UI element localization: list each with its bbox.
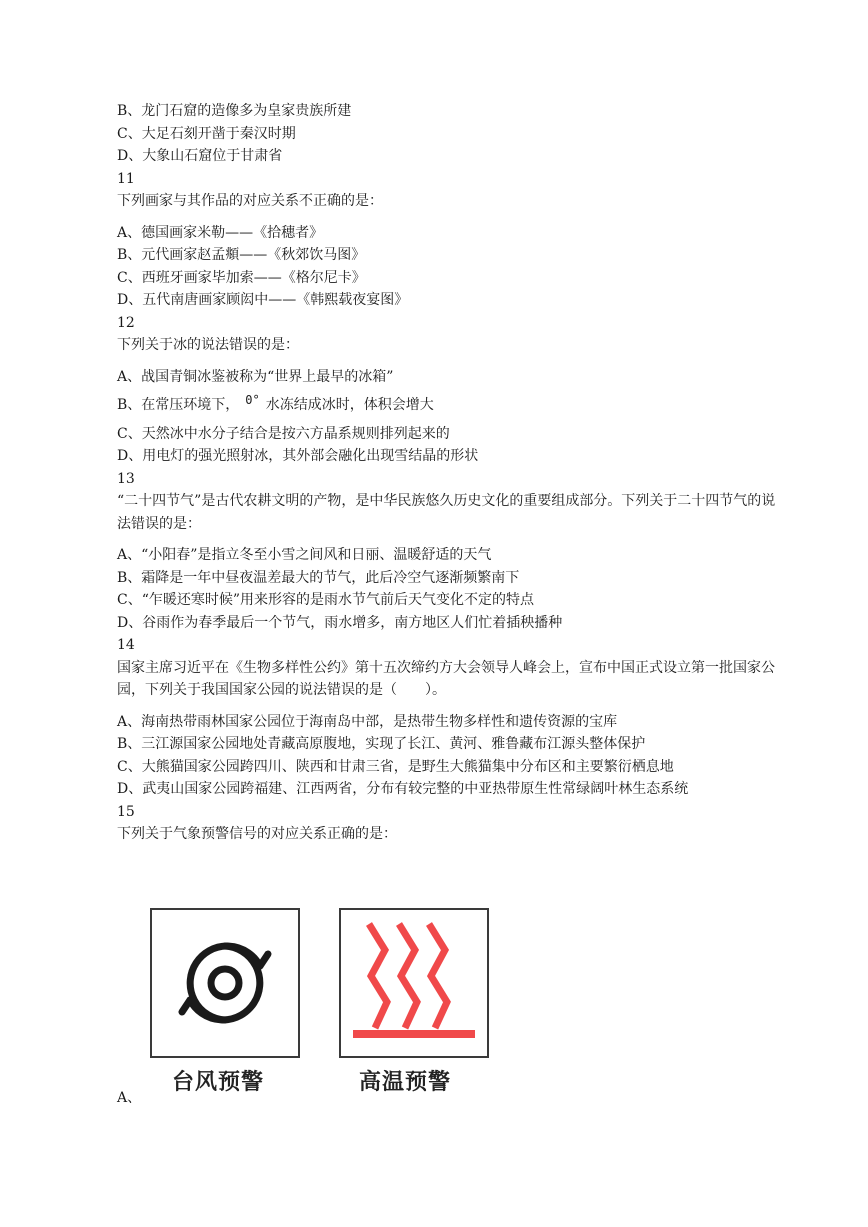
text-line: 11 xyxy=(117,170,135,187)
spacer xyxy=(117,213,777,222)
text-block-after xyxy=(117,423,777,846)
formula-image xyxy=(239,393,265,407)
spacer xyxy=(117,357,777,366)
heat-warning-label: 高温预警 xyxy=(359,1070,452,1095)
text-line: C、天然冰中水分子结合是按六方晶系规则排列起来的 xyxy=(117,425,450,442)
q12-option-b xyxy=(117,394,777,417)
q15-option-a-label: A、 xyxy=(117,1090,142,1106)
text-line: C、“乍暖还寒时候”用来形容的是雨水节气前后天气变化不定的特点 xyxy=(117,592,535,608)
text-line: 13 xyxy=(117,470,135,487)
text-line: B、霜降是一年中昼夜温差最大的节气，此后冷空气逐渐频繁南下 xyxy=(117,569,520,586)
typhoon-warning-sign xyxy=(150,908,300,1058)
text-line: B、元代画家赵孟頫——《秋郊饮马图》 xyxy=(117,247,366,263)
text-line: B、三江源国家公园地处青藏高原腹地，实现了长江、黄河、雅鲁藏布江源头整体保护 xyxy=(117,736,646,752)
typhoon-warning-label: 台风预警 xyxy=(172,1070,265,1095)
text-line: D、武夷山国家公园跨福建、江西两省，分布有较完整的中亚热带原生性常绿阔叶林生态系统 xyxy=(117,781,689,797)
text-line: A、“小阳春”是指立冬至小雪之间风和日丽、温暖舒适的天气 xyxy=(117,547,492,563)
formula-text: 0° xyxy=(245,393,260,407)
text-line: 12 xyxy=(117,314,135,331)
text-line: B、龙门石窟的造像多为皇家贵族所建 xyxy=(117,103,352,119)
typhoon-icon xyxy=(152,910,298,1056)
text-line: 下列关于气象预警信号的对应关系正确的是： xyxy=(117,826,397,842)
text-line: 下列关于冰的说法错误的是： xyxy=(117,337,299,353)
heat-icon xyxy=(341,910,487,1056)
text-line: D、用电灯的强光照射冰，其外部会融化出现雪结晶的形状 xyxy=(117,448,479,464)
heat-warning-sign xyxy=(339,908,489,1058)
text-line: A、海南热带雨林国家公园位于海南岛中部，是热带生物多样性和遗传资源的宝库 xyxy=(117,713,618,730)
text-line: C、大熊猫国家公园跨四川、陕西和甘肃三省，是野生大熊猫集中分布区和主要繁衍栖息地 xyxy=(117,758,674,775)
q12-option-b-suffix: 水冻结成冰时，体积会增大 xyxy=(265,397,434,413)
text-line: 下列画家与其作品的对应关系不正确的是： xyxy=(117,193,383,209)
spacer xyxy=(117,535,777,544)
text-line: “二十四节气”是古代农耕文明的产物，是中华民族悠久历史文化的重要组成部分。下列关于二十四节气的说法错误的是： xyxy=(117,493,776,532)
text-line: D、五代南唐画家顾闳中——《韩熙载夜宴图》 xyxy=(117,292,409,308)
warning-signs-figure xyxy=(117,900,537,1110)
text-line: 国家主席习近平在《生物多样性公约》第十五次缔约方大会领导人峰会上，宣布中国正式设立第一批国家公园，下列关于我国国家公园的说法错误的是（ ）。 xyxy=(117,659,775,698)
spacer xyxy=(117,702,777,711)
text-line: C、西班牙画家毕加索——《格尔尼卡》 xyxy=(117,269,366,286)
text-line: C、大足石刻开凿于秦汉时期 xyxy=(117,125,296,142)
text-line: D、大象山石窟位于甘肃省 xyxy=(117,148,283,164)
text-block-before xyxy=(117,100,777,388)
text-line: 15 xyxy=(117,803,135,820)
text-line: A、德国画家米勒——《拾穗者》 xyxy=(117,224,324,241)
text-line: 14 xyxy=(117,637,135,653)
text-line: A、战国青铜冰鉴被称为“世界上最早的冰箱” xyxy=(117,368,394,385)
q12-option-b-prefix: B、在常压环境下， xyxy=(117,397,240,413)
text-line: D、谷雨作为春季最后一个节气，雨水增多，南方地区人们忙着插秧播种 xyxy=(117,614,563,631)
document-body xyxy=(117,100,777,846)
